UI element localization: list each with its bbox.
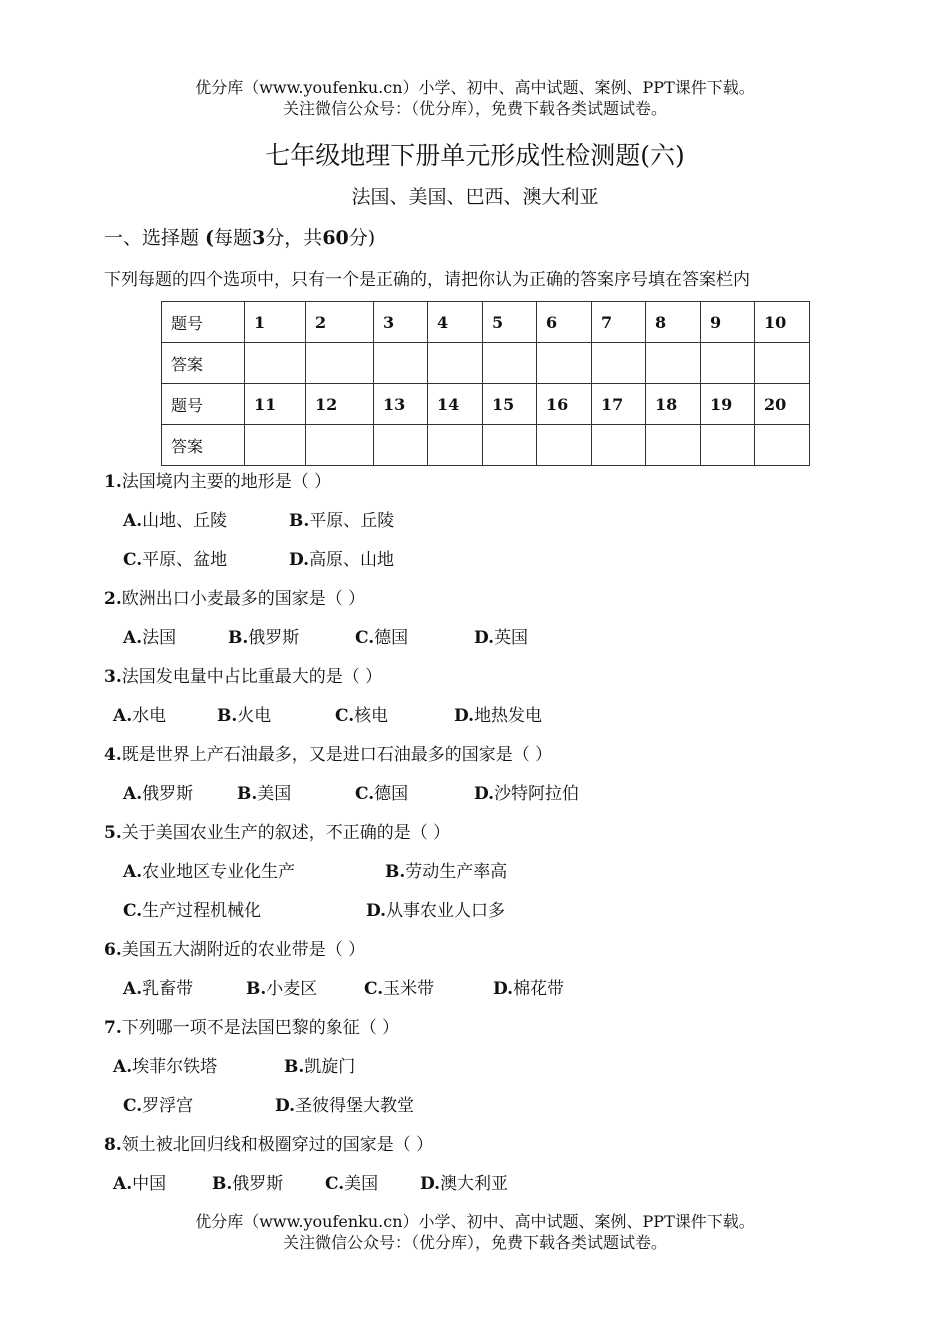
question-text: 领土被北回归线和极圈穿过的国家是（ ） bbox=[121, 1135, 434, 1155]
option-letter: C. bbox=[355, 784, 375, 804]
question-text: 关于美国农业生产的叙述，不正确的是（ ） bbox=[121, 823, 451, 843]
question-4 bbox=[104, 740, 552, 765]
question-number: 6. bbox=[104, 940, 122, 960]
answer-cell[interactable] bbox=[306, 343, 374, 384]
answer-cell[interactable] bbox=[701, 425, 755, 466]
table-row-numbers-1 bbox=[162, 302, 810, 343]
question-number-cell: 14 bbox=[428, 384, 483, 425]
answer-cell[interactable] bbox=[592, 343, 646, 384]
option-letter: B. bbox=[212, 1174, 233, 1194]
option-text: 埃菲尔铁塔 bbox=[132, 1057, 218, 1077]
option-letter: C. bbox=[364, 979, 384, 999]
question-number-cell: 5 bbox=[483, 302, 537, 343]
question-text: 欧洲出口小麦最多的国家是（ ） bbox=[121, 589, 366, 609]
answer-cell[interactable] bbox=[374, 343, 428, 384]
option-letter: A. bbox=[123, 628, 143, 648]
question-number-cell: 16 bbox=[537, 384, 592, 425]
answer-cell[interactable] bbox=[245, 425, 306, 466]
option-letter: D. bbox=[289, 550, 310, 570]
answer-cell[interactable] bbox=[483, 425, 537, 466]
option-text: 德国 bbox=[374, 784, 409, 804]
question-number-cell: 10 bbox=[755, 302, 810, 343]
question-number: 2. bbox=[104, 589, 122, 609]
footer-line-1: 优分库（www.youfenku.cn）小学、初中、高中试题、案例、PPT课件下载。 bbox=[195, 1212, 755, 1231]
option-letter: C. bbox=[123, 550, 143, 570]
question-number-cell: 6 bbox=[537, 302, 592, 343]
answer-table bbox=[161, 301, 810, 466]
answer-cell[interactable] bbox=[306, 425, 374, 466]
option-5a bbox=[123, 857, 295, 882]
question-number: 4. bbox=[104, 745, 122, 765]
option-letter: A. bbox=[113, 1174, 133, 1194]
question-number: 8. bbox=[104, 1135, 122, 1155]
option-text: 法国 bbox=[142, 628, 177, 648]
option-text: 劳动生产率高 bbox=[405, 862, 508, 882]
section-points-each: 3 bbox=[252, 227, 266, 249]
option-2a bbox=[123, 623, 176, 648]
answer-cell[interactable] bbox=[755, 343, 810, 384]
option-text: 罗浮宫 bbox=[142, 1096, 194, 1116]
option-text: 美国 bbox=[257, 784, 292, 804]
option-text: 山地、丘陵 bbox=[142, 511, 228, 531]
option-text: 圣彼得堡大教堂 bbox=[295, 1096, 415, 1116]
question-number-cell: 12 bbox=[306, 384, 374, 425]
option-letter: C. bbox=[325, 1174, 345, 1194]
option-8c bbox=[325, 1169, 378, 1194]
option-3c bbox=[335, 701, 388, 726]
question-number-cell: 4 bbox=[428, 302, 483, 343]
option-letter: B. bbox=[385, 862, 406, 882]
option-5d bbox=[366, 896, 505, 921]
option-letter: D. bbox=[474, 628, 495, 648]
question-number: 7. bbox=[104, 1018, 122, 1038]
question-number-cell: 7 bbox=[592, 302, 646, 343]
option-6b bbox=[246, 974, 317, 999]
option-letter: D. bbox=[366, 901, 387, 921]
option-text: 美国 bbox=[344, 1174, 379, 1194]
option-1a bbox=[123, 506, 227, 531]
question-text: 下列哪一项不是法国巴黎的象征（ ） bbox=[121, 1018, 400, 1038]
option-6d bbox=[493, 974, 564, 999]
option-letter: A. bbox=[123, 511, 143, 531]
question-number: 3. bbox=[104, 667, 122, 687]
option-letter: B. bbox=[228, 628, 249, 648]
option-letter: A. bbox=[113, 1057, 133, 1077]
option-text: 平原、丘陵 bbox=[309, 511, 395, 531]
option-6c bbox=[364, 974, 434, 999]
option-text: 高原、山地 bbox=[309, 550, 395, 570]
header-line-1: 优分库（www.youfenku.cn）小学、初中、高中试题、案例、PPT课件下载。 bbox=[195, 78, 755, 97]
answer-cell[interactable] bbox=[428, 425, 483, 466]
answer-cell[interactable] bbox=[483, 343, 537, 384]
option-2c bbox=[355, 623, 408, 648]
option-text: 棉花带 bbox=[513, 979, 565, 999]
table-row-numbers-2 bbox=[162, 384, 810, 425]
answer-cell[interactable] bbox=[537, 343, 592, 384]
page-subtitle: 法国、美国、巴西、澳大利亚 bbox=[351, 186, 599, 208]
answer-cell[interactable] bbox=[592, 425, 646, 466]
option-7a bbox=[113, 1052, 217, 1077]
option-text: 德国 bbox=[374, 628, 409, 648]
option-letter: C. bbox=[355, 628, 375, 648]
option-letter: C. bbox=[335, 706, 355, 726]
option-text: 平原、盆地 bbox=[142, 550, 228, 570]
option-letter: B. bbox=[237, 784, 258, 804]
option-letter: D. bbox=[474, 784, 495, 804]
option-text: 农业地区专业化生产 bbox=[142, 862, 296, 882]
question-3 bbox=[104, 662, 382, 687]
question-number-cell: 9 bbox=[701, 302, 755, 343]
option-text: 凯旋门 bbox=[304, 1057, 356, 1077]
option-text: 俄罗斯 bbox=[248, 628, 300, 648]
option-letter: A. bbox=[123, 862, 143, 882]
question-number-cell: 20 bbox=[755, 384, 810, 425]
question-number-cell: 15 bbox=[483, 384, 537, 425]
table-row-answers-1 bbox=[162, 343, 810, 384]
question-number-cell: 17 bbox=[592, 384, 646, 425]
option-7c bbox=[123, 1091, 193, 1116]
header-line-2: 关注微信公众号：（优分库），免费下载各类试题试卷。 bbox=[282, 99, 667, 118]
option-1c bbox=[123, 545, 227, 570]
question-7 bbox=[104, 1013, 399, 1038]
section-points-total: 60 bbox=[322, 227, 349, 249]
option-letter: C. bbox=[123, 1096, 143, 1116]
answer-cell[interactable] bbox=[428, 343, 483, 384]
question-text: 法国境内主要的地形是（ ） bbox=[121, 472, 332, 492]
option-5c bbox=[123, 896, 261, 921]
question-number-cell: 19 bbox=[701, 384, 755, 425]
answer-cell[interactable] bbox=[245, 343, 306, 384]
question-number-cell: 8 bbox=[646, 302, 701, 343]
option-7d bbox=[275, 1091, 414, 1116]
page-title: 七年级地理下册单元形成性检测题(六) bbox=[265, 141, 685, 170]
option-7b bbox=[284, 1052, 355, 1077]
answer-cell[interactable] bbox=[701, 343, 755, 384]
section-text-3: 分) bbox=[348, 227, 376, 249]
question-text: 法国发电量中占比重最大的是（ ） bbox=[121, 667, 383, 687]
option-4a bbox=[123, 779, 193, 804]
option-6a bbox=[123, 974, 193, 999]
question-text: 美国五大湖附近的农业带是（ ） bbox=[121, 940, 366, 960]
option-letter: D. bbox=[493, 979, 514, 999]
row-label-number: 题号 bbox=[162, 302, 245, 343]
option-text: 小麦区 bbox=[266, 979, 318, 999]
option-text: 火电 bbox=[237, 706, 272, 726]
option-text: 俄罗斯 bbox=[232, 1174, 284, 1194]
option-4d bbox=[474, 779, 579, 804]
table-row-answers-2 bbox=[162, 425, 810, 466]
option-letter: A. bbox=[123, 979, 143, 999]
option-text: 中国 bbox=[132, 1174, 167, 1194]
option-text: 水电 bbox=[132, 706, 167, 726]
question-text: 既是世界上产石油最多，又是进口石油最多的国家是（ ） bbox=[121, 745, 553, 765]
question-8 bbox=[104, 1130, 433, 1155]
option-2b bbox=[228, 623, 299, 648]
section-heading bbox=[104, 223, 375, 250]
option-3d bbox=[454, 701, 542, 726]
row-label-number: 题号 bbox=[162, 384, 245, 425]
option-3a bbox=[113, 701, 166, 726]
option-letter: B. bbox=[217, 706, 238, 726]
option-text: 从事农业人口多 bbox=[386, 901, 506, 921]
question-2 bbox=[104, 584, 365, 609]
question-number-cell: 2 bbox=[306, 302, 374, 343]
option-text: 核电 bbox=[354, 706, 389, 726]
question-number-cell: 18 bbox=[646, 384, 701, 425]
question-6 bbox=[104, 935, 365, 960]
answer-cell[interactable] bbox=[755, 425, 810, 466]
section-label: 一、选择题 bbox=[104, 227, 206, 249]
option-text: 英国 bbox=[494, 628, 529, 648]
option-text: 生产过程机械化 bbox=[142, 901, 262, 921]
option-text: 乳畜带 bbox=[142, 979, 194, 999]
option-text: 玉米带 bbox=[383, 979, 435, 999]
option-letter: D. bbox=[420, 1174, 441, 1194]
option-3b bbox=[217, 701, 271, 726]
section-paren: ( bbox=[205, 227, 215, 249]
option-letter: A. bbox=[123, 784, 143, 804]
option-letter: B. bbox=[246, 979, 267, 999]
option-letter: D. bbox=[275, 1096, 296, 1116]
footer-line-2: 关注微信公众号：（优分库），免费下载各类试题试卷。 bbox=[282, 1233, 667, 1252]
option-letter: D. bbox=[454, 706, 475, 726]
question-number-cell: 1 bbox=[245, 302, 306, 343]
option-4b bbox=[237, 779, 291, 804]
question-number-cell: 3 bbox=[374, 302, 428, 343]
option-letter: A. bbox=[113, 706, 133, 726]
section-text-1: 每题 bbox=[214, 227, 253, 249]
question-5 bbox=[104, 818, 450, 843]
option-1d bbox=[289, 545, 394, 570]
option-text: 澳大利亚 bbox=[440, 1174, 509, 1194]
instructions: 下列每题的四个选项中，只有一个是正确的，请把你认为正确的答案序号填在答案栏内 bbox=[104, 270, 750, 290]
option-8a bbox=[113, 1169, 166, 1194]
answer-cell[interactable] bbox=[374, 425, 428, 466]
answer-cell[interactable] bbox=[646, 425, 701, 466]
option-text: 沙特阿拉伯 bbox=[494, 784, 580, 804]
option-5b bbox=[385, 857, 507, 882]
option-text: 地热发电 bbox=[474, 706, 543, 726]
option-letter: B. bbox=[289, 511, 310, 531]
question-number-cell: 13 bbox=[374, 384, 428, 425]
answer-cell[interactable] bbox=[537, 425, 592, 466]
option-4c bbox=[355, 779, 408, 804]
row-label-answer: 答案 bbox=[162, 343, 245, 384]
option-1b bbox=[289, 506, 394, 531]
question-number: 5. bbox=[104, 823, 122, 843]
option-letter: B. bbox=[284, 1057, 305, 1077]
option-8d bbox=[420, 1169, 508, 1194]
option-8b bbox=[212, 1169, 283, 1194]
option-letter: C. bbox=[123, 901, 143, 921]
option-text: 俄罗斯 bbox=[142, 784, 194, 804]
question-number: 1. bbox=[104, 472, 122, 492]
section-text-2: 分，共 bbox=[265, 227, 323, 249]
row-label-answer: 答案 bbox=[162, 425, 245, 466]
question-1 bbox=[104, 467, 331, 492]
answer-cell[interactable] bbox=[646, 343, 701, 384]
option-2d bbox=[474, 623, 528, 648]
question-number-cell: 11 bbox=[245, 384, 306, 425]
